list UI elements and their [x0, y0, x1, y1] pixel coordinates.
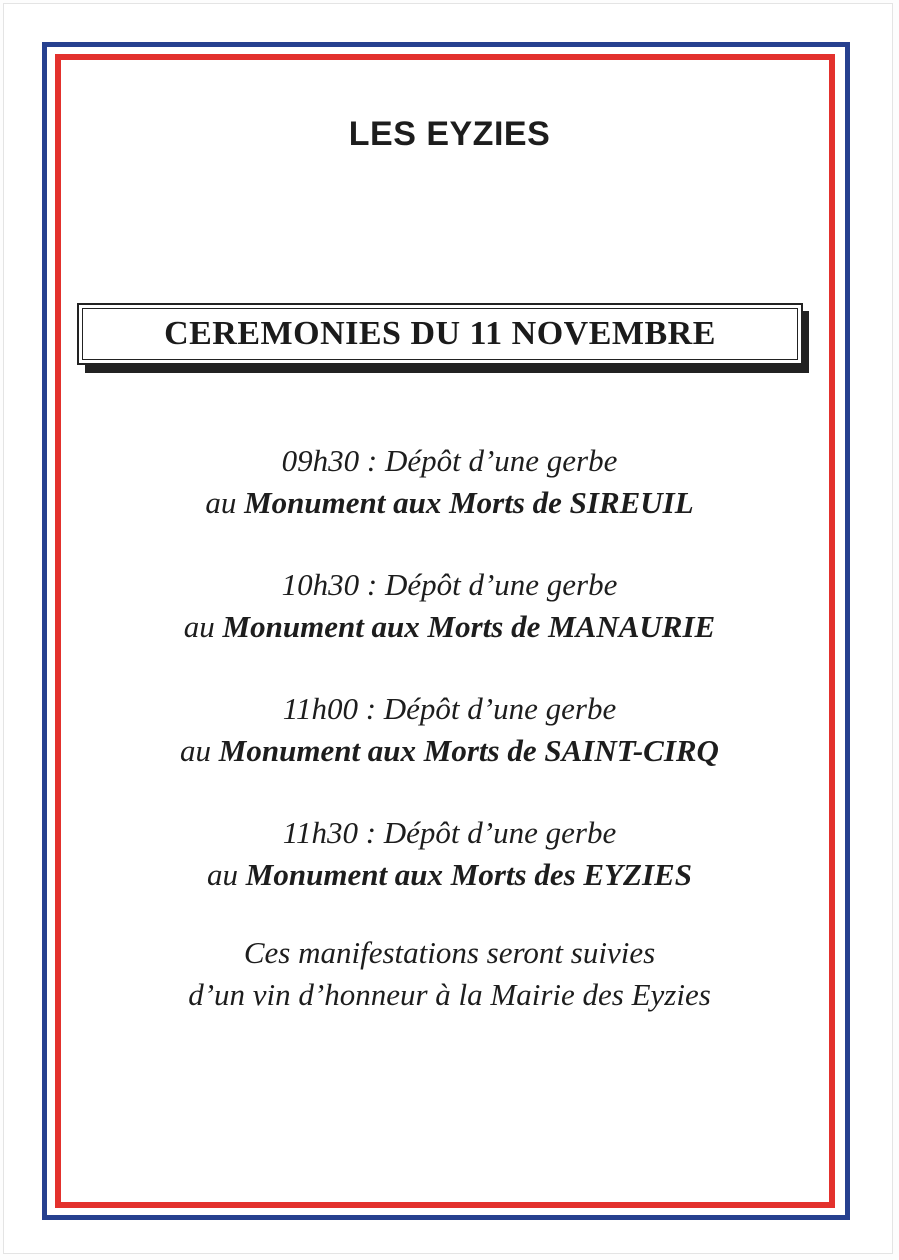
event-time-line: 10h30 : Dépôt d’une gerbe — [281, 567, 618, 602]
event-item — [0, 688, 899, 772]
event-item — [0, 564, 899, 648]
banner-heading: CEREMONIES DU 11 NOVEMBRE — [164, 315, 716, 352]
closing-note — [0, 932, 899, 1016]
event-time-line: 11h30 : Dépôt d’une gerbe — [282, 815, 617, 850]
banner-inner-frame — [82, 308, 798, 360]
event-time-line: 11h00 : Dépôt d’une gerbe — [282, 691, 617, 726]
event-time-line: 09h30 : Dépôt d’une gerbe — [281, 443, 618, 478]
event-place: Monument aux Morts des EYZIES — [245, 857, 692, 892]
event-place-line — [0, 482, 899, 524]
event-list — [0, 440, 899, 936]
event-place-prefix: au — [180, 733, 219, 768]
event-item — [0, 440, 899, 524]
event-place-prefix: au — [207, 857, 246, 892]
closing-line: Ces manifestations seront suivies — [243, 935, 656, 970]
event-place: Monument aux Morts de SAINT-CIRQ — [218, 733, 719, 768]
event-place-line — [0, 854, 899, 896]
event-place-line — [0, 730, 899, 772]
event-place: Monument aux Morts de SIREUIL — [244, 485, 694, 520]
page-title: LES EYZIES — [348, 115, 551, 153]
ceremony-banner — [77, 303, 803, 365]
event-item — [0, 812, 899, 896]
closing-line: d’un vin d’honneur à la Mairie des Eyzies — [188, 977, 711, 1012]
event-place: Monument aux Morts de MANAURIE — [222, 609, 716, 644]
event-place-prefix: au — [205, 485, 245, 520]
event-place-line — [0, 606, 899, 648]
event-place-prefix: au — [183, 609, 223, 644]
